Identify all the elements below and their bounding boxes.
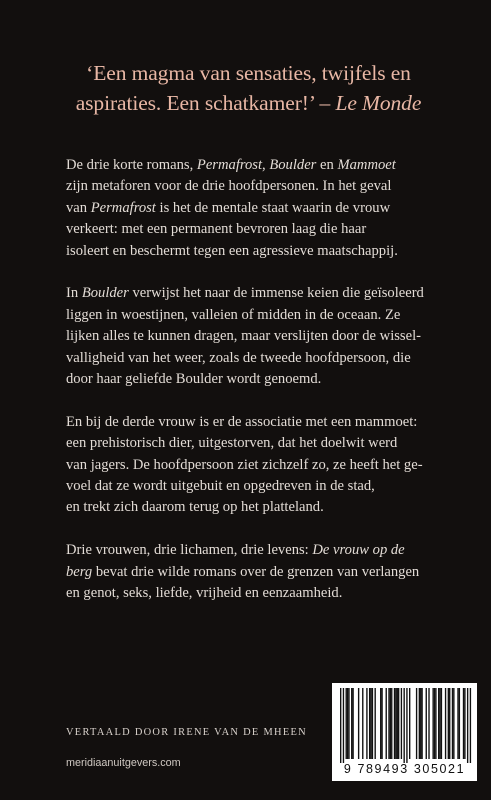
paragraph-line: van jagers. De hoofdpersoon ziet zichzelf zo, ze heeft het ge-	[66, 456, 423, 473]
paragraph-line: verkeert: met een permanent bevroren laag die haar	[66, 221, 367, 238]
barcode-bar	[395, 688, 396, 759]
barcode-bar	[394, 688, 395, 759]
paragraph-line: Drie vrouwen, drie lichamen, drie levens: De vrouw op de	[66, 542, 405, 559]
barcode-bar	[397, 688, 398, 759]
barcode-bar	[464, 688, 465, 759]
paragraph-line: berg bevat drie wilde romans over de grenzen van verlangen	[66, 563, 420, 580]
paragraph-line: valligheid van het weer, zoals de tweede hoofdpersoon, die	[66, 349, 411, 366]
paragraph-line: een prehistorisch dier, uitgestorven, dat het doelwit werd	[66, 435, 398, 452]
barcode-bar	[372, 688, 373, 759]
paragraph-4	[66, 540, 476, 604]
barcode-bar	[420, 688, 421, 759]
italic-title: Mammoet	[337, 157, 396, 173]
barcode-bar	[340, 688, 341, 763]
translator-credit: VERTAALD DOOR IRENE VAN DE MHEEN	[66, 727, 307, 738]
barcode-bar	[409, 688, 410, 759]
paragraph-line: En bij de derde vrouw is er de associatie met een mammoet:	[66, 413, 418, 430]
barcode-bar	[346, 688, 347, 759]
barcode-bar	[426, 688, 427, 759]
italic-title: berg	[66, 563, 93, 580]
barcode-bar	[449, 688, 450, 759]
quote-text: aspiraties. Een schatkamer!’ –	[75, 91, 336, 115]
paragraph-line: van Permafrost is het de mentale staat waarin de vrouw	[66, 199, 391, 216]
barcode-bar	[388, 688, 389, 759]
barcode-bar	[445, 688, 446, 759]
barcode-bar	[398, 688, 399, 759]
blurb-quote	[26, 58, 471, 118]
quote-line-1: ‘Een magma van sensaties, twijfels en	[86, 61, 411, 85]
italic-title: Boulder	[269, 157, 317, 173]
barcode-bar	[362, 688, 363, 759]
barcode-bar	[457, 688, 458, 759]
italic-title: Boulder	[81, 285, 129, 302]
barcode-bar	[416, 688, 417, 759]
barcode-bar	[343, 688, 344, 763]
paragraph-2	[66, 283, 476, 390]
barcode-bar	[459, 688, 460, 759]
isbn-number: 9 789493 305021	[343, 762, 466, 776]
paragraph-line: liggen in woestijnen, valleien of midden in de oceaan. Ze	[66, 306, 401, 323]
paragraph-line: zijn metaforen voor de drie hoofdpersonen. In het geval	[66, 178, 392, 195]
italic-title: Permafrost	[90, 199, 156, 216]
barcode-bar	[448, 688, 449, 759]
barcode-bar	[352, 688, 353, 759]
barcode-bar	[369, 688, 370, 759]
barcode-bar	[381, 688, 382, 759]
barcode-bar	[406, 688, 407, 763]
barcode-bar	[366, 688, 367, 759]
back-cover-description	[66, 155, 476, 604]
barcode-bar	[432, 688, 433, 759]
barcode-bar	[439, 688, 440, 759]
barcode-bar	[470, 688, 471, 763]
barcode-bar	[380, 688, 381, 759]
barcode-bar	[441, 688, 442, 759]
barcode-bar	[351, 688, 352, 759]
publisher-website[interactable]: meridiaanuitgevers.com	[66, 757, 181, 769]
quote-line-2	[26, 88, 471, 118]
barcode-bar	[347, 688, 348, 759]
paragraph-line: voel dat ze wordt uitgebuit en opgedreven in de stad,	[66, 478, 375, 495]
barcode-bar	[390, 688, 391, 759]
paragraph-line: isoleert en beschermt tegen een agressieve maatschappij.	[66, 242, 398, 259]
barcode-bar	[370, 688, 371, 759]
barcode-bar	[401, 688, 402, 759]
barcode-bar	[435, 688, 436, 759]
barcode-bar	[391, 688, 392, 759]
barcode-bar	[386, 688, 387, 759]
paragraph-line: door haar geliefde Boulder wordt genoemd.	[66, 371, 322, 388]
barcode-bar	[348, 688, 349, 759]
barcode-bar	[375, 688, 376, 759]
paragraph-line: In Boulder verwijst het naar de immense keien die geïsoleerd	[66, 285, 424, 302]
paragraph-1	[66, 155, 476, 262]
barcode-bar	[438, 688, 439, 759]
barcode-bar	[467, 688, 468, 763]
isbn-barcode	[332, 683, 477, 781]
barcode-bar	[434, 688, 435, 759]
barcode-bar	[403, 688, 404, 763]
barcode-bar	[452, 688, 453, 759]
italic-title: De vrouw op de	[312, 542, 405, 559]
paragraph-line: en genot, seks, liefde, vrijheid en eenzaamheid.	[66, 585, 343, 602]
italic-title: Permafrost	[196, 157, 263, 173]
barcode-bar	[453, 688, 454, 759]
barcode-bar	[419, 688, 420, 759]
barcode-bar	[421, 688, 422, 759]
barcode-bar	[463, 688, 464, 759]
quote-source: Le Monde	[335, 91, 422, 115]
paragraph-line: lijken alles te kunnen dragen, maar verslijten door de wissel-	[66, 328, 422, 345]
paragraph-line: De drie korte romans, Permafrost, Boulder en Mammoet	[66, 157, 396, 173]
paragraph-3	[66, 412, 476, 519]
paragraph-line: en trekt zich daarom terug op het platteland.	[66, 499, 324, 516]
barcode-bar	[358, 688, 359, 759]
barcode-bar	[428, 688, 429, 759]
